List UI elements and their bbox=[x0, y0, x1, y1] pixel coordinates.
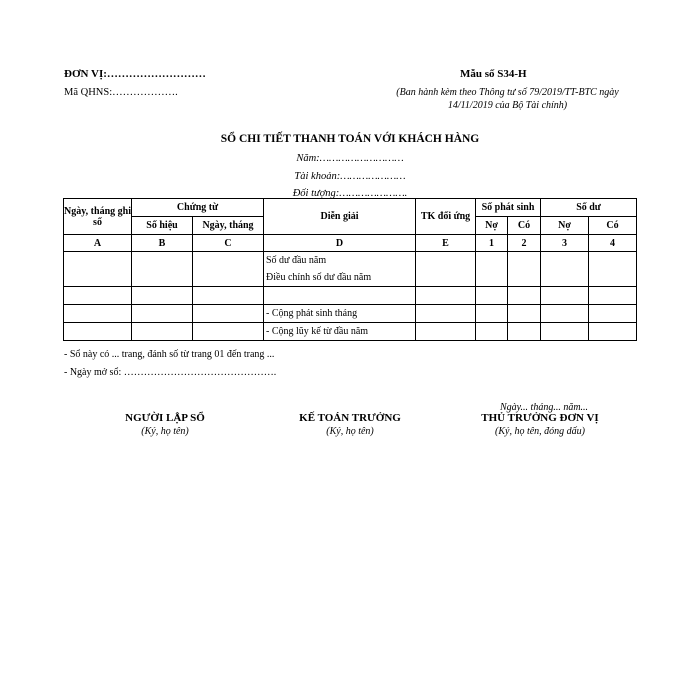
chief-accountant-sign-hint: (Ký, họ tên) bbox=[326, 426, 374, 437]
header-date: Ngày, tháng ghi sổ bbox=[64, 199, 132, 235]
table-cell[interactable] bbox=[416, 252, 476, 287]
table-cell[interactable] bbox=[589, 305, 637, 323]
table-cell[interactable] bbox=[541, 287, 589, 305]
circular-line-2: 14/11/2019 của Bộ Tài chính) bbox=[447, 99, 568, 111]
table-cell[interactable] bbox=[508, 287, 541, 305]
header-voucher-no: Số hiệu bbox=[132, 217, 193, 235]
table-cell[interactable] bbox=[476, 252, 508, 287]
header-balance-credit: Có bbox=[589, 217, 637, 235]
circular-reference bbox=[370, 87, 645, 112]
table-cell[interactable] bbox=[132, 323, 193, 341]
preparer-sign-hint: (Ký, họ tên) bbox=[141, 426, 189, 437]
column-letter: A bbox=[64, 235, 132, 252]
table-cell[interactable] bbox=[541, 305, 589, 323]
header-arising: Số phát sinh bbox=[476, 199, 541, 217]
circular-line-1: (Ban hành kèm theo Thông tư số 79/2019/TT-BTC ngày bbox=[396, 87, 619, 98]
table-cell[interactable] bbox=[476, 323, 508, 341]
table-cell[interactable] bbox=[541, 323, 589, 341]
cumulative-total-label: - Cộng lũy kế từ đầu năm bbox=[264, 323, 416, 341]
column-letter-row bbox=[64, 235, 637, 252]
column-letter: E bbox=[416, 235, 476, 252]
header-arising-credit: Có bbox=[508, 217, 541, 235]
table-row bbox=[64, 287, 637, 305]
header-voucher: Chứng từ bbox=[132, 199, 264, 217]
table-cell[interactable] bbox=[64, 287, 132, 305]
column-letter: D bbox=[264, 235, 416, 252]
document-title: SỔ CHI TIẾT THANH TOÁN VỚI KHÁCH HÀNG bbox=[220, 133, 480, 145]
header-contra-account: TK đối ứng bbox=[416, 199, 476, 235]
table-cell[interactable] bbox=[193, 287, 264, 305]
opening-balance-label: Số dư đầu năm bbox=[266, 255, 327, 266]
table-cell[interactable] bbox=[476, 287, 508, 305]
table-cell[interactable] bbox=[64, 323, 132, 341]
column-letter: C bbox=[193, 235, 264, 252]
signature-date-line: Ngày... tháng... năm... bbox=[500, 402, 589, 413]
table-cell[interactable] bbox=[508, 305, 541, 323]
header-balance-debit: Nợ bbox=[541, 217, 589, 235]
table-cell[interactable] bbox=[508, 252, 541, 287]
opening-adjustment-label: Điều chỉnh số dư đầu năm bbox=[266, 272, 372, 283]
preparer-title: NGƯỜI LẬP SỔ bbox=[125, 412, 205, 424]
table-row bbox=[64, 252, 637, 287]
column-letter: 3 bbox=[541, 235, 589, 252]
header-voucher-date: Ngày, tháng bbox=[193, 217, 264, 235]
table-cell[interactable] bbox=[64, 305, 132, 323]
header-row-1 bbox=[64, 199, 637, 217]
table-cell[interactable] bbox=[132, 252, 193, 287]
unit-label: ĐƠN VỊ:……………………… bbox=[64, 68, 206, 80]
column-letter: 1 bbox=[476, 235, 508, 252]
table-cell[interactable] bbox=[589, 323, 637, 341]
table-cell[interactable] bbox=[193, 305, 264, 323]
form-number: Mẫu số S34-H bbox=[460, 68, 527, 80]
table-cell[interactable] bbox=[416, 305, 476, 323]
table-cell[interactable] bbox=[193, 323, 264, 341]
header-description: Diễn giải bbox=[264, 199, 416, 235]
subject-field: Đối tượng:…………………. bbox=[292, 188, 408, 199]
table-cell[interactable] bbox=[589, 287, 637, 305]
column-letter: B bbox=[132, 235, 193, 252]
table-cell[interactable] bbox=[416, 323, 476, 341]
table-cell[interactable] bbox=[64, 252, 132, 287]
header-arising-debit: Nợ bbox=[476, 217, 508, 235]
page-count-note: - Sổ này có ... trang, đánh số từ trang 01 đến trang ... bbox=[64, 349, 275, 360]
ledger-table bbox=[63, 198, 637, 341]
table-row bbox=[64, 305, 637, 323]
account-field: Tài khoản:………………… bbox=[294, 171, 406, 182]
table-cell[interactable] bbox=[589, 252, 637, 287]
head-of-unit-title: THỦ TRƯỞNG ĐƠN VỊ bbox=[481, 412, 599, 424]
column-letter: 2 bbox=[508, 235, 541, 252]
table-cell[interactable] bbox=[541, 252, 589, 287]
header-balance: Số dư bbox=[541, 199, 637, 217]
table-cell[interactable] bbox=[416, 287, 476, 305]
description-cell[interactable] bbox=[264, 287, 416, 305]
monthly-total-label: - Cộng phát sinh tháng bbox=[264, 305, 416, 323]
table-cell[interactable] bbox=[193, 252, 264, 287]
year-field: Năm:……………………… bbox=[296, 153, 404, 164]
table-cell[interactable] bbox=[508, 323, 541, 341]
table-cell[interactable] bbox=[132, 287, 193, 305]
chief-accountant-title: KẾ TOÁN TRƯỞNG bbox=[299, 412, 401, 424]
table-cell[interactable] bbox=[476, 305, 508, 323]
qhns-label: Mã QHNS:………………. bbox=[64, 87, 178, 98]
head-of-unit-sign-hint: (Ký, họ tên, đóng dấu) bbox=[495, 426, 585, 437]
column-letter: 4 bbox=[589, 235, 637, 252]
table-row bbox=[64, 323, 637, 341]
open-date-note: - Ngày mở sổ: ………………………………………. bbox=[64, 367, 277, 378]
description-cell[interactable] bbox=[264, 252, 416, 287]
table-cell[interactable] bbox=[132, 305, 193, 323]
